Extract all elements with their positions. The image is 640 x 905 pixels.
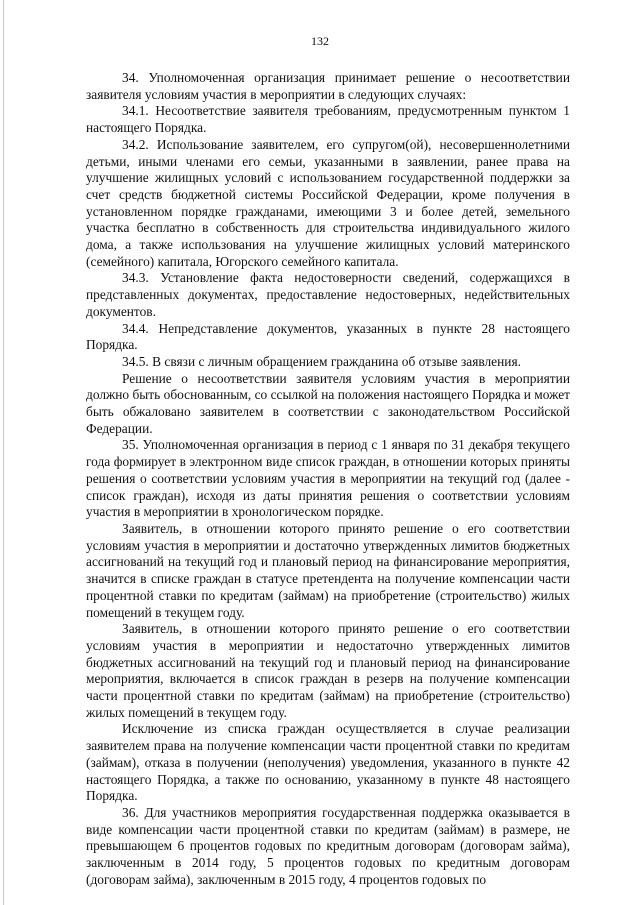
scan-edge-line (3, 0, 4, 905)
paragraph-34-2: 34.2. Использование заявителем, его супругом(ой), несовершеннолетними детьми, иными членами его семьи, указанными в заявлении, ранее права на улучшение жилищных условий с использованием государственной поддержки за счет средств бюджетной системы Российской Федерации, кроме получения в установленном порядке гражданами, имеющими 3 и более детей, земельного участка бесплатно в собственность для строительства индивидуального жилого дома, а также использования на улучшение жилищных условий материнского (семейного) капитала, Югорского семейного капитала. (86, 136, 570, 269)
paragraph-34-5: 34.5. В связи с личным обращением гражданина об отзыве заявления. (122, 353, 521, 369)
page-number: 132 (311, 34, 329, 48)
paragraph-34: 34. Уполномоченная организация принимает решение о несоответствии заявителя условиям участия в мероприятии в следующих случаях: (86, 70, 570, 102)
paragraph-34-4: 34.4. Непредставление документов, указанных в пункте 28 настоящего Порядка. (86, 320, 570, 353)
document-body (86, 70, 570, 888)
paragraph-36: 36. Для участников мероприятия государственная поддержка оказывается в виде компенсации части процентной ставки по кредитам (займам) в размере, не превышающем 6 процентов годовых по кредитным договорам (договорам займа), заключенным в 2014 году, 5 процентов годовых по кредитным договорам (договорам займа), заключенным в 2015 году, 4 процентов годовых по (86, 804, 570, 887)
paragraph-applicant-reserve: Заявитель, в отношении которого принято решение о его соответствии условиям участия в мероприятии и недостаточно утвержденных лимитов бюджетных ассигнований на текущий год и плановый период на финансирование мероприятия, включается в список граждан в резерв на получение компенсации части процентной ставки по кредитам (займам) на приобретение (строительство) жилых помещений в текущем году. (86, 621, 570, 720)
paragraph-34-1: 34.1. Несоответствие заявителя требованиям, предусмотренным пунктом 1 настоящего Порядка. (86, 103, 570, 136)
paragraph-34-3: 34.3. Установление факта недостоверности сведений, содержащихся в представленных документах, предоставление недостоверных, недействительных документов. (86, 270, 570, 319)
paragraph-exclusion: Исключение из списка граждан осуществляется в случае реализации заявителем права на получение компенсации части процентной ставки по кредитам (займам), отказа в получении (неполучения) уведомления, указанного в пункте 42 настоящего Порядка, а также по основанию, указанному в пункте 48 настоящего Порядка. (86, 721, 570, 804)
paragraph-35: 35. Уполномоченная организация в период с 1 января по 31 декабря текущего года формирует в электронном виде список граждан, в отношении которых приняты решения о соответствии условиям участия в мероприятии на текущий год (далее - список граждан), исходя из даты принятия решения о соответствии условиям участия в мероприятии в хронологическом порядке. (86, 437, 570, 520)
paragraph-applicant-sufficient-limits: Заявитель, в отношении которого принято решение о его соответствии условиям участия в мероприятии и достаточно утвержденных лимитов бюджетных ассигнований на текущий год и плановый период на финансирование мероприятия, значится в списке граждан в статусе претендента на получение компенсации части процентной ставки по кредитам (займам) на приобретение (строительство) жилых помещений в текущем году. (86, 520, 570, 620)
paragraph-decision-justification: Решение о несоответствии заявителя условиям участия в мероприятии должно быть обоснованным, со ссылкой на положения настоящего Порядка и может быть обжаловано заявителем в соответствии с законодательством Российской Федерации. (86, 370, 570, 436)
